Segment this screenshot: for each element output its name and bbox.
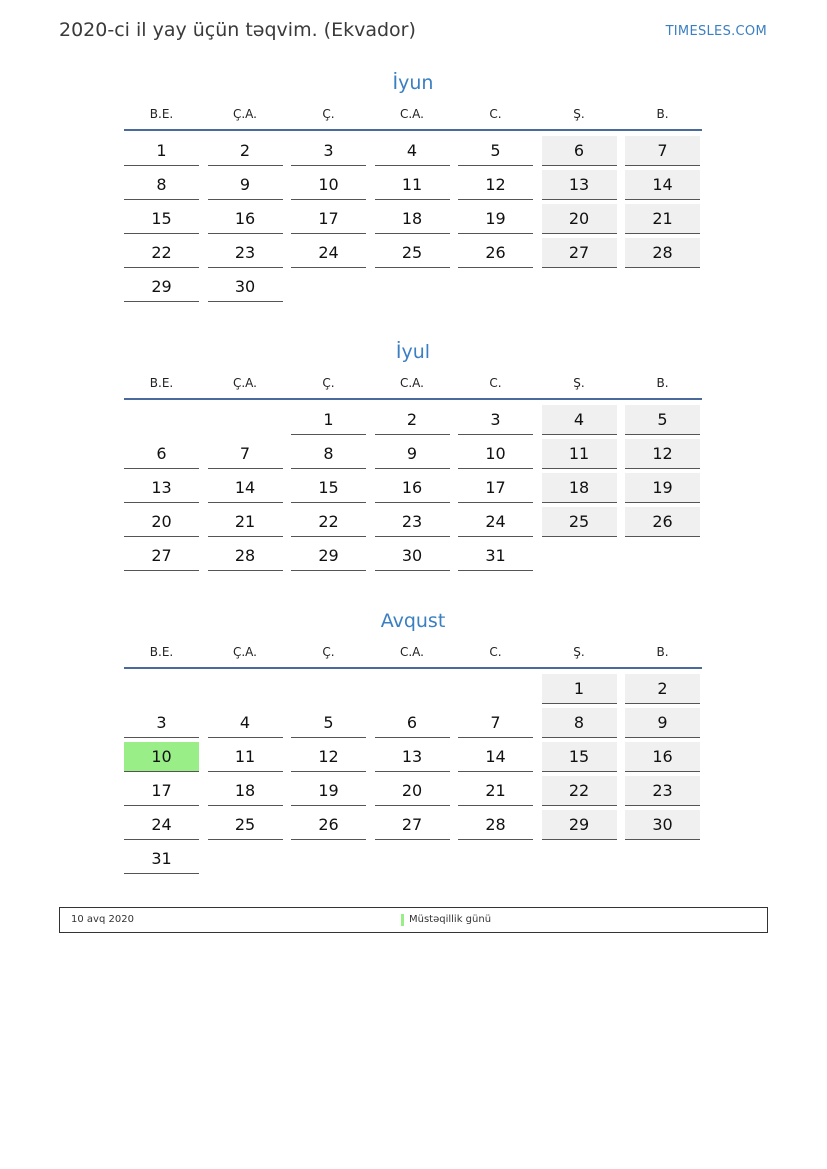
day-cell: 27 xyxy=(375,810,450,840)
weekday-label: Ş. xyxy=(573,376,585,390)
month-calendar xyxy=(124,68,702,302)
month-title: İyul xyxy=(395,341,431,363)
day-cell: 9 xyxy=(375,439,450,469)
day-cell: 21 xyxy=(625,204,700,234)
header-divider xyxy=(124,667,702,669)
empty-day-cell xyxy=(458,674,533,704)
weekday-label: C. xyxy=(489,376,502,390)
empty-day-cell xyxy=(291,674,366,704)
holiday-day-cell: 10 xyxy=(124,742,199,772)
day-cell: 28 xyxy=(458,810,533,840)
weekday-label: Ş. xyxy=(573,645,585,659)
day-cell: 1 xyxy=(291,405,366,435)
weekday-label: C.A. xyxy=(399,376,424,390)
month-title: İyun xyxy=(392,72,434,94)
day-cell: 30 xyxy=(375,541,450,571)
day-cell: 10 xyxy=(291,170,366,200)
day-cell: 7 xyxy=(458,708,533,738)
day-cell: 14 xyxy=(208,473,283,503)
header-divider xyxy=(124,129,702,131)
weekday-label: C. xyxy=(489,645,502,659)
day-cell: 7 xyxy=(208,439,283,469)
day-cell: 6 xyxy=(124,439,199,469)
day-cell: 29 xyxy=(291,541,366,571)
weekday-label: Ç. xyxy=(322,107,335,121)
day-cell: 31 xyxy=(124,844,199,874)
day-cell: 27 xyxy=(124,541,199,571)
day-cell: 24 xyxy=(124,810,199,840)
day-cell: 11 xyxy=(375,170,450,200)
day-cell: 31 xyxy=(458,541,533,571)
day-cell: 21 xyxy=(458,776,533,806)
weekday-header xyxy=(124,369,702,397)
weekday-label: B. xyxy=(656,376,669,390)
day-cell: 22 xyxy=(542,776,617,806)
empty-day-cell xyxy=(124,405,199,435)
day-grid xyxy=(124,136,702,302)
day-cell: 4 xyxy=(208,708,283,738)
day-cell: 12 xyxy=(625,439,700,469)
day-cell: 1 xyxy=(124,136,199,166)
day-cell: 20 xyxy=(124,507,199,537)
day-cell: 8 xyxy=(291,439,366,469)
day-cell: 13 xyxy=(542,170,617,200)
weekday-label: B. xyxy=(656,107,669,121)
day-cell: 11 xyxy=(208,742,283,772)
holiday-color-swatch xyxy=(401,914,404,926)
day-cell: 18 xyxy=(208,776,283,806)
day-cell: 17 xyxy=(291,204,366,234)
day-cell: 28 xyxy=(208,541,283,571)
day-cell: 9 xyxy=(208,170,283,200)
weekday-label: Ç.A. xyxy=(232,645,257,659)
weekday-label: C.A. xyxy=(399,645,424,659)
holiday-legend xyxy=(59,907,768,933)
weekday-label: B.E. xyxy=(149,645,174,659)
day-cell: 12 xyxy=(458,170,533,200)
day-cell: 16 xyxy=(208,204,283,234)
weekday-label: Ç. xyxy=(322,376,335,390)
day-cell: 25 xyxy=(208,810,283,840)
day-cell: 30 xyxy=(625,810,700,840)
day-cell: 19 xyxy=(291,776,366,806)
month-calendar xyxy=(124,337,702,571)
weekday-label: Ç.A. xyxy=(232,107,257,121)
day-cell: 25 xyxy=(375,238,450,268)
day-cell: 1 xyxy=(542,674,617,704)
day-cell: 3 xyxy=(291,136,366,166)
day-cell: 12 xyxy=(291,742,366,772)
weekday-label: B.E. xyxy=(149,107,174,121)
day-cell: 3 xyxy=(124,708,199,738)
day-cell: 2 xyxy=(208,136,283,166)
day-cell: 22 xyxy=(124,238,199,268)
day-cell: 19 xyxy=(458,204,533,234)
day-cell: 30 xyxy=(208,272,283,302)
day-cell: 10 xyxy=(458,439,533,469)
day-cell: 9 xyxy=(625,708,700,738)
day-cell: 26 xyxy=(291,810,366,840)
day-cell: 11 xyxy=(542,439,617,469)
day-cell: 27 xyxy=(542,238,617,268)
day-cell: 4 xyxy=(542,405,617,435)
empty-day-cell xyxy=(375,674,450,704)
day-cell: 3 xyxy=(458,405,533,435)
day-cell: 18 xyxy=(542,473,617,503)
weekday-label: C. xyxy=(489,107,502,121)
day-cell: 5 xyxy=(458,136,533,166)
month-calendar xyxy=(124,606,702,874)
day-cell: 22 xyxy=(291,507,366,537)
weekday-label: B. xyxy=(656,645,669,659)
day-cell: 18 xyxy=(375,204,450,234)
day-cell: 23 xyxy=(625,776,700,806)
day-cell: 8 xyxy=(542,708,617,738)
day-cell: 20 xyxy=(542,204,617,234)
day-cell: 2 xyxy=(375,405,450,435)
day-grid xyxy=(124,405,702,571)
day-cell: 16 xyxy=(625,742,700,772)
day-cell: 26 xyxy=(625,507,700,537)
weekday-label: Ç.A. xyxy=(232,376,257,390)
day-cell: 5 xyxy=(625,405,700,435)
weekday-label: Ç. xyxy=(322,645,335,659)
day-cell: 28 xyxy=(625,238,700,268)
weekday-label: B.E. xyxy=(149,376,174,390)
weekday-label: C.A. xyxy=(399,107,424,121)
day-cell: 19 xyxy=(625,473,700,503)
day-cell: 20 xyxy=(375,776,450,806)
day-cell: 21 xyxy=(208,507,283,537)
day-cell: 25 xyxy=(542,507,617,537)
header-divider xyxy=(124,398,702,400)
day-cell: 23 xyxy=(375,507,450,537)
day-cell: 15 xyxy=(291,473,366,503)
weekday-header xyxy=(124,638,702,666)
day-cell: 17 xyxy=(124,776,199,806)
day-cell: 2 xyxy=(625,674,700,704)
brand-link[interactable]: TIMESLES.COM xyxy=(665,24,767,39)
day-cell: 23 xyxy=(208,238,283,268)
day-cell: 29 xyxy=(124,272,199,302)
day-cell: 24 xyxy=(291,238,366,268)
day-cell: 14 xyxy=(458,742,533,772)
day-cell: 13 xyxy=(124,473,199,503)
day-cell: 29 xyxy=(542,810,617,840)
weekday-label: Ş. xyxy=(573,107,585,121)
legend-holiday-name: Müstəqillik günü xyxy=(409,914,492,925)
day-cell: 6 xyxy=(542,136,617,166)
empty-day-cell xyxy=(208,674,283,704)
day-cell: 26 xyxy=(458,238,533,268)
day-cell: 16 xyxy=(375,473,450,503)
day-cell: 5 xyxy=(291,708,366,738)
day-grid xyxy=(124,674,702,874)
empty-day-cell xyxy=(208,405,283,435)
weekday-header xyxy=(124,100,702,128)
day-cell: 24 xyxy=(458,507,533,537)
page-title: 2020-ci il yay üçün təqvim. (Ekvador) xyxy=(59,19,416,41)
empty-day-cell xyxy=(124,674,199,704)
legend-date: 10 avq 2020 xyxy=(71,914,134,925)
day-cell: 7 xyxy=(625,136,700,166)
day-cell: 14 xyxy=(625,170,700,200)
month-title: Avqust xyxy=(380,610,446,632)
day-cell: 4 xyxy=(375,136,450,166)
day-cell: 15 xyxy=(542,742,617,772)
day-cell: 6 xyxy=(375,708,450,738)
day-cell: 8 xyxy=(124,170,199,200)
day-cell: 15 xyxy=(124,204,199,234)
day-cell: 17 xyxy=(458,473,533,503)
day-cell: 13 xyxy=(375,742,450,772)
